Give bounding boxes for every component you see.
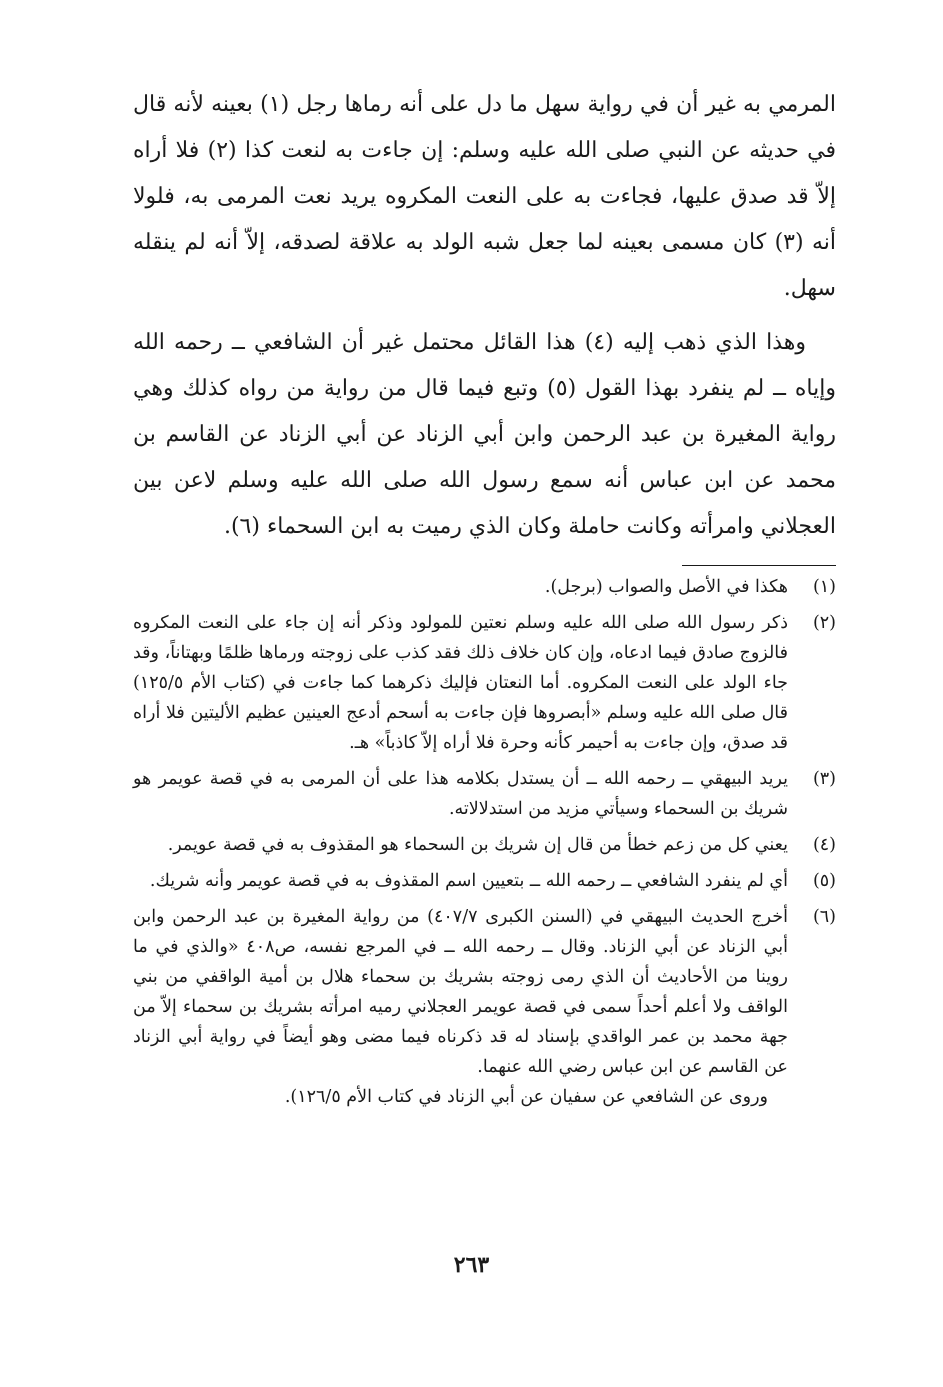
footnote-separator [682, 565, 836, 566]
footnote [133, 608, 836, 758]
page-number: ٢٦٣ [453, 1252, 490, 1278]
footnote-text: هكذا في الأصل والصواب (برجل). [544, 577, 788, 597]
footnote-text: أخرج الحديث البيهقي في (السنن الكبرى ٤٠٧/٧) من رواية المغيرة بن عبد الرحمن وابن أبي الزناد عن أبي الزناد. وقال ــ رحمه الله ــ في المرجع نفسه، ص٤٠٨ «والذي في ما روينا من الأحاديث أن الذي رمى زوجته بشريك بن سحماء هلال بن أمية الواقفي من بني الواقف ولا أعلم أحداً سمى في قصة عويمر العجلاني رميه امرأته بشريك بن سحماء إلاّ من جهة محمد بن عمر الواقدي بإسناد له قد ذكرناه فيما مضى وهو أيضاً في رواية أبي الزناد عن القاسم عن ابن عباس رضي الله عنهما. [133, 907, 788, 1077]
footnote [133, 764, 836, 824]
footnote [133, 572, 836, 602]
main-text [133, 82, 836, 550]
footnote [133, 866, 836, 896]
footnote-number: (٦) [812, 907, 836, 927]
footnote-text: ذكر رسول الله صلى الله عليه وسلم نعتين للمولود وذكر أنه إن جاء على النعت المكروه فالزوج صادق فيما ادعاه، وإن كان خلاف ذلك فقد كذب على زوجته ورماها ظلمًا وبهتاناً، وقد جاء الولد على النعت المكروه. أما النعتان فإليك ذكرهما كما جاءت في (كتاب الأم ١٢٥/٥) قال صلى الله عليه وسلم «أبصروها فإن جاءت به أسحم أدعج العينين عظيم الأليتين فلا أراه قد صدق، وإن جاءت به أحيمر كأنه وحرة فلا أراه إلاّ كاذباً» هـ. [133, 613, 788, 753]
footnote-continuation: وروى عن الشافعي عن سفيان عن أبي الزناد في كتاب الأم ١٢٦/٥). [284, 1087, 768, 1107]
footnotes [133, 572, 836, 1118]
footnote [133, 902, 836, 1112]
footnote-number: (٣) [812, 769, 836, 789]
footnote-text: أي لم ينفرد الشافعي ــ رحمه الله ــ بتعيين اسم المقذوف به في قصة عويمر وأنه شريك. [149, 871, 788, 891]
footnote-text: يريد البيهقي ــ رحمه الله ــ أن يستدل بكلامه هذا على أن المرمى به في قصة عويمر هو شريك بن السحماء وسيأتي مزيد من استدلالاته. [133, 769, 788, 819]
paragraph-2: وهذا الذي ذهب إليه (٤) هذا القائل محتمل غير أن الشافعي ــ رحمه الله وإياه ــ لم ينفرد بهذا القول (٥) وتبع فيما قال من رواية من رواه كذلك وهي رواية المغيرة بن عبد الرحمن وابن أبي الزناد عن أبي الزناد عن القاسم بن محمد عن ابن عباس أنه سمع رسول الله صلى الله عليه وسلم لاعن بين العجلاني وامرأته وكانت حاملة وكان الذي رميت به ابن السحماء (٦). [133, 330, 836, 539]
footnote-number: (٤) [812, 835, 836, 855]
footnote-text: يعني كل من زعم خطأ من قال إن شريك بن السحماء هو المقذوف به في قصة عويمر. [167, 835, 788, 855]
footnote-number: (١) [812, 577, 836, 597]
paragraph-1: المرمي به غير أن في رواية سهل ما دل على أنه رماها رجل (١) بعينه لأنه قال في حديثه عن النبي صلى الله عليه وسلم: إن جاءت به لنعت كذا (٢) فلا أراه إلاّ قد صدق عليها، فجاءت به على النعت المكروه يريد نعت المرمى به، فلولا أنه (٣) كان مسمى بعينه لما جعل شبه الولد به علاقة لصدقه، إلاّ أنه لم ينقله سهل. [133, 92, 837, 301]
footnote-number: (٢) [812, 613, 836, 633]
footnote-body [133, 902, 788, 1112]
footnote-number: (٥) [812, 871, 836, 891]
footnote [133, 830, 836, 860]
